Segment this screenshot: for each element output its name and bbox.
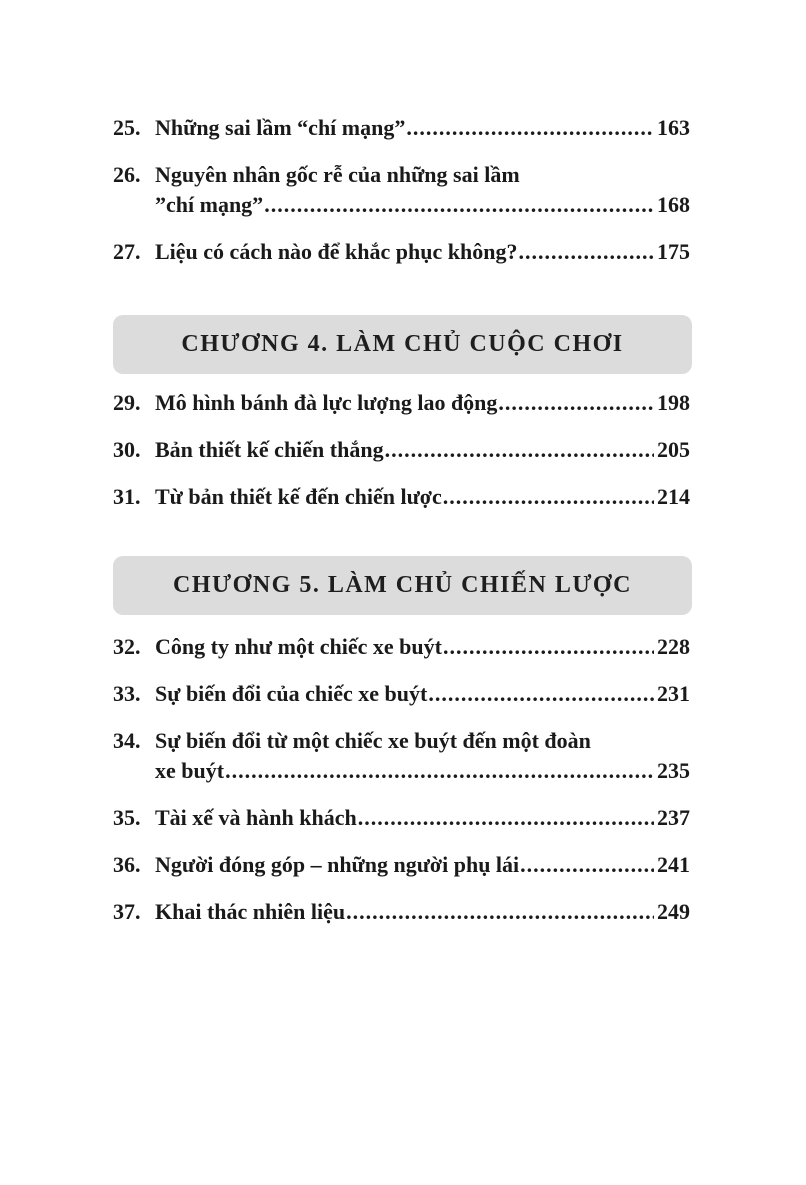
dot-leader	[225, 756, 654, 786]
entry-page: 175	[657, 239, 690, 264]
entry-number: 37.	[113, 899, 141, 924]
entry-title: Người đóng góp – những người phụ lái	[155, 852, 520, 877]
toc-entry[interactable]	[113, 632, 690, 662]
entry-title: Liệu có cách nào để khắc phục không?	[155, 239, 518, 264]
toc-entry[interactable]	[113, 113, 690, 143]
dot-leader	[520, 850, 654, 880]
entry-title: Những sai lầm “chí mạng”	[155, 115, 406, 140]
entry-page: 228	[657, 634, 690, 659]
toc-entry[interactable]	[113, 897, 690, 927]
entry-number: 33.	[113, 681, 141, 706]
entry-page: 163	[657, 115, 690, 140]
entry-title: Công ty như một chiếc xe buýt	[155, 634, 442, 659]
toc-entry[interactable]	[113, 850, 690, 880]
dot-leader	[406, 113, 654, 143]
dot-leader	[443, 482, 654, 512]
entry-number: 36.	[113, 852, 141, 877]
entry-title-continuation: xe buýt	[155, 758, 225, 783]
toc-entry[interactable]	[113, 435, 690, 465]
toc-entry[interactable]	[113, 679, 690, 709]
dot-leader	[346, 897, 654, 927]
toc-entry[interactable]	[113, 803, 690, 833]
dot-leader	[518, 237, 654, 267]
toc-entry[interactable]	[113, 160, 690, 220]
entry-page: 237	[657, 805, 690, 830]
dot-leader	[443, 632, 654, 662]
entry-page: 241	[657, 852, 690, 877]
dot-leader	[385, 435, 654, 465]
entry-number: 30.	[113, 437, 141, 462]
toc-entry[interactable]	[113, 388, 690, 418]
entry-page: 249	[657, 899, 690, 924]
dot-leader	[498, 388, 654, 418]
entry-title: Sự biến đổi từ một chiếc xe buýt đến một đoàn	[155, 728, 591, 753]
chapter-heading[interactable]: CHƯƠNG 5. LÀM CHỦ CHIẾN LƯỢC	[113, 556, 692, 615]
toc-entry[interactable]	[113, 482, 690, 512]
entry-title: Bản thiết kế chiến thắng	[155, 437, 384, 462]
entry-page: 168	[657, 192, 690, 217]
entry-number: 34.	[113, 728, 141, 753]
entry-title: Nguyên nhân gốc rễ của những sai lầm	[155, 162, 520, 187]
entry-number: 35.	[113, 805, 141, 830]
entry-number: 32.	[113, 634, 141, 659]
entry-title-continuation: ”chí mạng”	[155, 192, 264, 217]
entry-title: Mô hình bánh đà lực lượng lao động	[155, 390, 498, 415]
entry-title: Tài xế và hành khách	[155, 805, 357, 830]
dot-leader	[358, 803, 654, 833]
entry-title: Sự biến đổi của chiếc xe buýt	[155, 681, 428, 706]
toc-entry[interactable]	[113, 726, 690, 786]
dot-leader	[428, 679, 654, 709]
entry-number: 31.	[113, 484, 141, 509]
entry-number: 29.	[113, 390, 141, 415]
entry-page: 231	[657, 681, 690, 706]
entry-page: 205	[657, 437, 690, 462]
entry-page: 198	[657, 390, 690, 415]
chapter-heading[interactable]: CHƯƠNG 4. LÀM CHỦ CUỘC CHƠI	[113, 315, 692, 374]
entry-page: 235	[657, 758, 690, 783]
dot-leader	[264, 190, 654, 220]
entry-page: 214	[657, 484, 690, 509]
toc-entry[interactable]	[113, 237, 690, 267]
entry-number: 26.	[113, 162, 141, 187]
entry-number: 25.	[113, 115, 141, 140]
entry-title: Khai thác nhiên liệu	[155, 899, 346, 924]
entry-number: 27.	[113, 239, 141, 264]
entry-title: Từ bản thiết kế đến chiến lược	[155, 484, 442, 509]
